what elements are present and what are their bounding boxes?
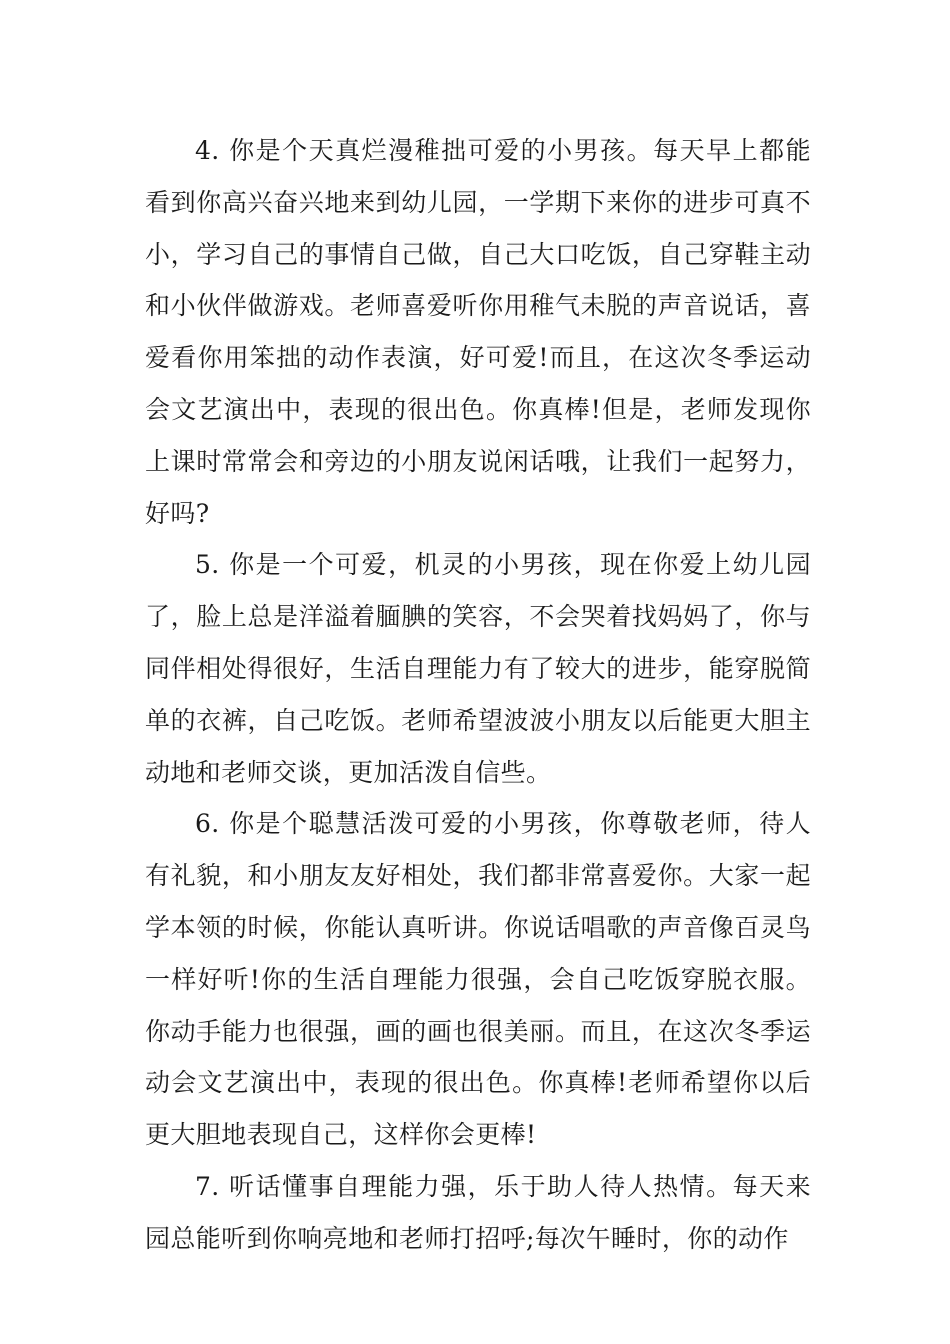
document-body — [145, 125, 811, 1265]
paragraph-6: 6. 你是个聪慧活泼可爱的小男孩，你尊敬老师，待人有礼貌，和小朋友友好相处，我们都非常喜爱你。大家一起学本领的时候，你能认真听讲。你说话唱歌的声音像百灵鸟一样好听!你的生活自理能力很强，会自己吃饭穿脱衣服。你动手能力也很强，画的画也很美丽。而且，在这次冬季运动会文艺演出中，表现的很出色。你真棒!老师希望你以后更大胆地表现自己，这样你会更棒! — [145, 809, 811, 1150]
paragraph-5: 5. 你是一个可爱，机灵的小男孩，现在你爱上幼儿园了，脸上总是洋溢着腼腆的笑容，不会哭着找妈妈了，你与同伴相处得很好，生活自理能力有了较大的进步，能穿脱简单的衣裤，自己吃饭。老师希望波波小朋友以后能更大胆主动地和老师交谈，更加活泼自信些。 — [145, 550, 811, 787]
paragraph-4: 4. 你是个天真烂漫稚拙可爱的小男孩。每天早上都能看到你高兴奋兴地来到幼儿园，一学期下来你的进步可真不小，学习自己的事情自己做，自己大口吃饭，自己穿鞋主动和小伙伴做游戏。老师喜爱听你用稚气未脱的声音说话，喜爱看你用笨拙的动作表演，好可爱!而且，在这次冬季运动会文艺演出中，表现的很出色。你真棒!但是，老师发现你上课时常常会和旁边的小朋友说闲话哦，让我们一起努力，好吗? — [145, 136, 811, 528]
paragraph-7: 7. 听话懂事自理能力强，乐于助人待人热情。每天来园总能听到你响亮地和老师打招呼;每次午睡时，你的动作 — [145, 1171, 811, 1253]
